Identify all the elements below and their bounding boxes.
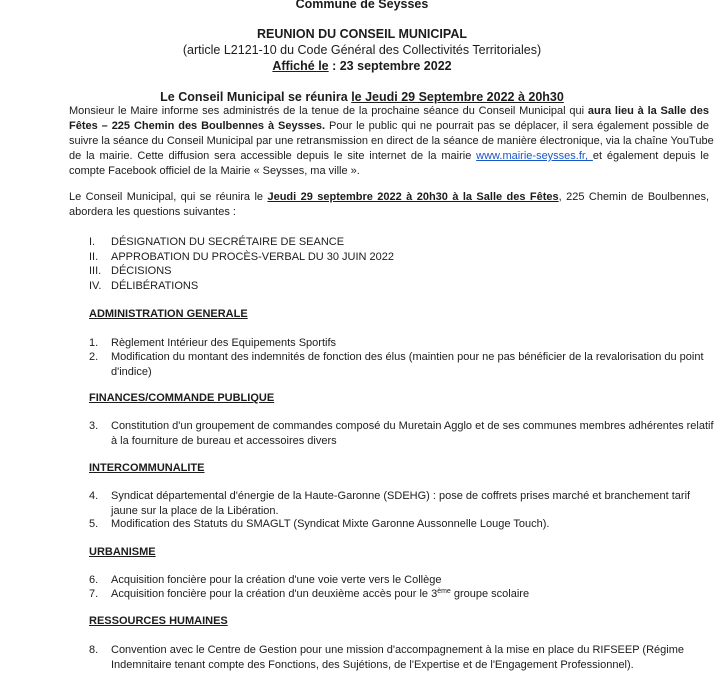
item-line — [111, 587, 661, 602]
item-text — [111, 573, 661, 588]
intro-bold: Fêtes – 225 Chemin des Boulbennes à Seysses. — [69, 120, 326, 132]
intro-text: et également depuis le — [592, 150, 709, 162]
intro-line — [69, 119, 709, 134]
agenda-intro-line: abordera les questions suivantes : — [69, 206, 236, 218]
item-text-part: groupe scolaire — [450, 588, 530, 600]
agenda-intro-line — [69, 190, 709, 205]
intro-line: suivre la séance du Conseil Municipal par une retransmission en direct de la séance de manière électronique, via la chaîne YouTube — [69, 135, 714, 147]
meeting-prefix: Le Conseil Municipal se réunira — [160, 90, 352, 104]
legal-reference: (article L2121-10 du Code Général des Collectivités Territoriales) — [182, 43, 542, 57]
item-line: Syndicat départemental d'énergie de la Haute-Garonne (SDEHG) : pose de coffrets prises marché et branchement tarif — [111, 490, 691, 502]
ordinal-superscript: ème — [437, 588, 451, 595]
item-line: Modification du montant des indemnités de fonction des élus (maintien pour ne pas bénéficier de la revalorisation du point — [111, 351, 704, 363]
roman-item — [89, 250, 394, 265]
meeting-announcement — [0, 90, 724, 104]
item-number: 1. — [89, 337, 99, 349]
item-text — [111, 643, 684, 673]
item-line: d'indice) — [111, 366, 152, 378]
roman-numeral: IV. — [89, 279, 102, 292]
item-number: 6. — [89, 574, 99, 586]
item-line: Modification des Statuts du SMAGLT (Syndicat Mixte Garonne Aussonnelle Louge Touch). — [111, 518, 550, 530]
roman-item-label: APPROBATION DU PROCÈS-VERBAL DU 30 JUIN 2022 — [111, 250, 395, 263]
roman-numeral: I. — [89, 236, 96, 248]
agenda-item-2 — [89, 350, 704, 380]
item-number: 8. — [89, 644, 99, 656]
agenda-intro-text: Le Conseil Municipal, qui se réunira le — [69, 191, 268, 203]
agenda-item-8 — [89, 643, 684, 673]
meeting-date: le Jeudi 29 Septembre 2022 à 20h30 — [351, 90, 564, 104]
intro-text: Monsieur le Maire informe ses administrés de la tenue de la prochaine séance du Conseil Municipal qui — [69, 105, 588, 117]
item-line: Acquisition foncière pour la création d'une voie verte vers le Collège — [111, 574, 442, 586]
item-number: 5. — [89, 518, 99, 530]
roman-agenda-list — [89, 235, 394, 293]
item-text — [111, 350, 704, 380]
item-line: Convention avec le Centre de Gestion pour une mission d'accompagnement à la mise en place du RIFSEEP (Régime — [111, 644, 684, 656]
intro-line — [69, 149, 709, 164]
item-number: 3. — [89, 420, 99, 432]
section-heading-administration: ADMINISTRATION GENERALE — [89, 308, 248, 320]
agenda-item-5 — [89, 517, 661, 532]
item-text — [111, 419, 714, 449]
intro-text: Pour le public qui ne pourrait pas se déplacer, il sera également possible de — [325, 120, 709, 132]
document-title: REUNION DU CONSEIL MUNICIPAL — [257, 27, 467, 41]
commune-name: Commune de Seysses — [295, 0, 429, 11]
item-number: 2. — [89, 351, 99, 363]
intro-line — [69, 104, 709, 119]
agenda-intro-bold: Jeudi 29 septembre 2022 à 20h30 à la Salle des Fêtes — [267, 191, 559, 203]
item-line: à la fourniture de bureau et accessoires divers — [111, 435, 337, 447]
mairie-website-link[interactable]: www.mairie-seysses.fr, — [476, 150, 593, 162]
roman-item-label: DÉCISIONS — [111, 265, 172, 277]
roman-item-label: DÉSIGNATION DU SECRÉTAIRE DE SEANCE — [111, 236, 345, 248]
agenda-intro-text: , 225 Chemin de Boulbennes, — [558, 191, 710, 203]
roman-numeral: III. — [89, 265, 102, 277]
posting-date — [0, 59, 724, 73]
agenda-item-3 — [89, 419, 714, 449]
intro-paragraph — [69, 104, 714, 179]
item-line: Indemnitaire tenant compte des Fonctions, des Sujétions, de l'Expertise et de l'Engagement Professionnel). — [111, 659, 634, 671]
agenda-item-4 — [89, 489, 691, 519]
item-number: 4. — [89, 490, 99, 502]
item-text — [111, 587, 661, 602]
section-heading-urbanisme: URBANISME — [89, 546, 156, 558]
posting-date-separator: : — [328, 59, 340, 73]
item-line: jaune sur la place de la Libération. — [111, 505, 279, 517]
section-heading-finances: FINANCES/COMMANDE PUBLIQUE — [89, 392, 275, 404]
posting-date-value: 23 septembre 2022 — [339, 59, 452, 73]
agenda-item-1 — [89, 336, 661, 351]
agenda-item-7 — [89, 587, 661, 602]
item-text — [111, 489, 690, 519]
section-heading-intercommunalite: INTERCOMMUNALITE — [89, 462, 205, 474]
section-heading-ressources-humaines: RESSOURCES HUMAINES — [89, 615, 228, 627]
posting-date-label: Affiché le — [272, 59, 329, 73]
item-line: Constitution d'un groupement de commandes composé du Muretain Agglo et de ses communes membres adhérentes relatif — [111, 420, 714, 432]
item-text — [111, 517, 661, 532]
roman-numeral: II. — [89, 250, 99, 263]
intro-text: de la mairie. Cette diffusion sera accessible depuis le site internet de la mairie — [69, 150, 477, 162]
item-line: Règlement Intérieur des Equipements Sportifs — [111, 337, 337, 349]
agenda-item-6 — [89, 573, 661, 588]
item-text — [111, 336, 661, 351]
agenda-intro-paragraph — [69, 190, 709, 220]
roman-item — [89, 279, 394, 294]
roman-item — [89, 235, 394, 250]
intro-bold: aura lieu à la Salle des — [587, 105, 709, 117]
item-number: 7. — [89, 588, 99, 600]
roman-item-label: DÉLIBÉRATIONS — [111, 279, 199, 292]
roman-item — [89, 264, 394, 279]
intro-line: compte Facebook officiel de la Mairie « Seysses, ma ville ». — [69, 165, 360, 177]
item-text-part: Acquisition foncière pour la création d'un deuxième accès pour le 3 — [111, 588, 438, 600]
